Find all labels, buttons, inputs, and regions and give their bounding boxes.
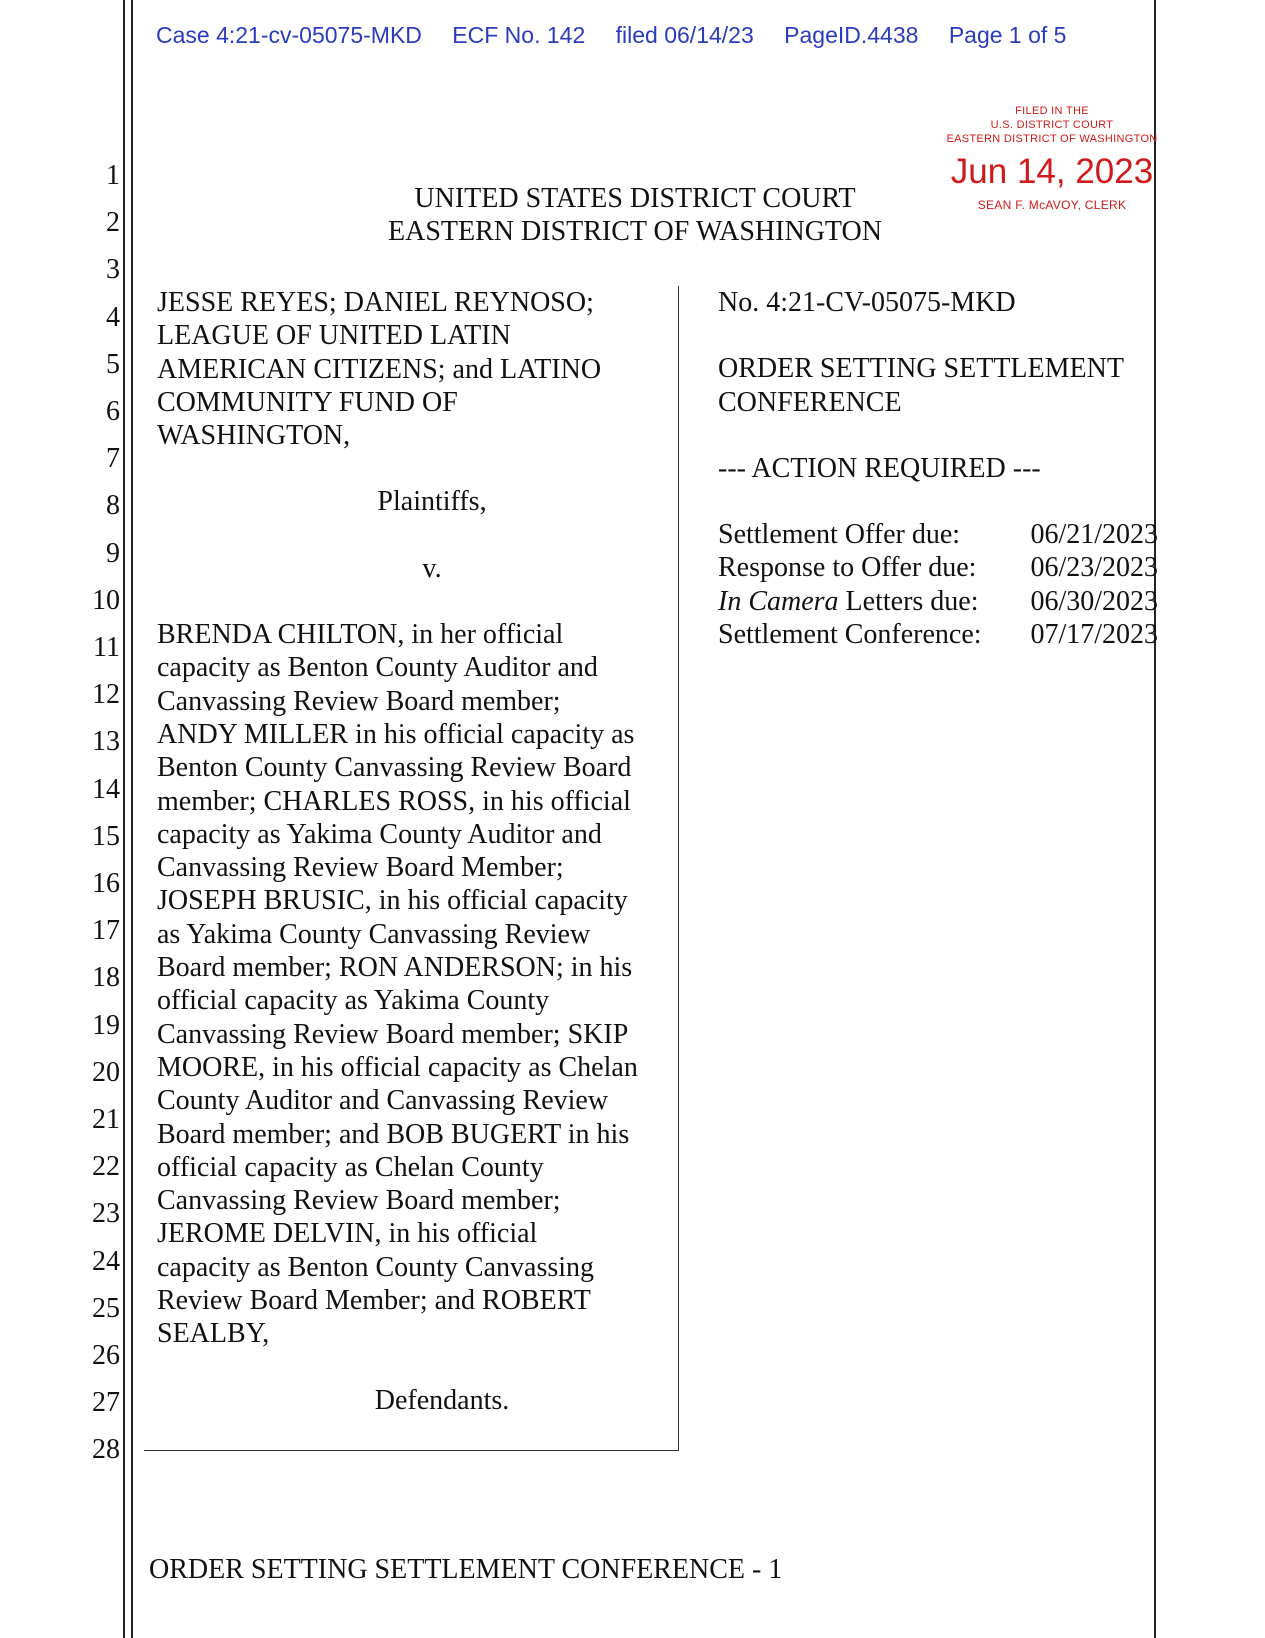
line-number: 22 [92, 1151, 120, 1183]
line-number: 16 [92, 868, 120, 899]
ecf-filed-date: filed 06/14/23 [615, 22, 754, 48]
defendant-line: Canvassing Review Board member; [157, 685, 561, 717]
court-name: UNITED STATES DISTRICT COURT [414, 183, 856, 214]
deadline-label [718, 585, 979, 618]
action-required: --- ACTION REQUIRED --- [718, 452, 1041, 484]
defendant-line: JOSEPH BRUSIC, in his official capacity [157, 885, 628, 917]
defendant-line: JEROME DELVIN, in his official [157, 1218, 538, 1250]
left-margin-rule-inner [131, 0, 133, 1638]
ecf-number: ECF No. 142 [452, 22, 586, 48]
line-number: 26 [92, 1340, 120, 1371]
line-number: 27 [92, 1387, 120, 1419]
deadline-list [718, 518, 1158, 651]
plaintiff-line: COMMUNITY FUND OF [157, 386, 458, 418]
line-number: 24 [92, 1245, 120, 1277]
deadline-date: 06/21/2023 [1030, 519, 1158, 551]
ecf-header [156, 22, 1090, 49]
defendant-line: BRENDA CHILTON, in her official [157, 619, 564, 651]
versus: v. [422, 552, 442, 584]
deadline-label-italic: In Camera [718, 585, 839, 617]
line-number: 14 [92, 773, 120, 805]
stamp-date: Jun 14, 2023 [950, 152, 1154, 191]
line-number: 28 [92, 1434, 120, 1466]
defendant-line: as Yakima County Canvassing Review [157, 918, 591, 950]
deadline-label [718, 518, 960, 551]
line-number: 25 [92, 1292, 120, 1324]
line-number: 3 [106, 254, 120, 286]
line-number: 10 [92, 584, 120, 616]
defendant-line: MOORE, in his official capacity as Chelan [157, 1051, 638, 1083]
defendant-line: official capacity as Chelan County [157, 1151, 544, 1183]
defendant-line: County Auditor and Canvassing Review [157, 1085, 609, 1117]
line-number: 23 [92, 1198, 120, 1230]
deadline-row [718, 585, 1158, 618]
defendant-line: Canvassing Review Board Member; [157, 852, 564, 884]
line-number: 9 [106, 537, 120, 569]
plaintiff-line: JESSE REYES; DANIEL REYNOSO; [157, 287, 594, 318]
order-title-line-2: CONFERENCE [718, 386, 902, 418]
defendant-line: capacity as Benton County Canvassing [157, 1251, 595, 1283]
stamp-line-2: U.S. DISTRICT COURT [990, 119, 1114, 131]
stamp-clerk: SEAN F. McAVOY, CLERK [977, 198, 1127, 212]
deadline-label-text: Settlement Conference: [718, 619, 982, 651]
deadline-label [718, 618, 982, 651]
defendant-line: Canvassing Review Board member; SKIP [157, 1018, 629, 1050]
defendant-line: Board member; and BOB BUGERT in his [157, 1118, 630, 1150]
deadline-date: 06/23/2023 [1030, 552, 1158, 584]
defendant-line: official capacity as Yakima County [157, 985, 550, 1017]
defendant-line: Board member; RON ANDERSON; in his [157, 952, 633, 984]
deadline-date: 07/17/2023 [1030, 619, 1158, 651]
line-number: 20 [92, 1056, 120, 1088]
line-number: 8 [106, 490, 120, 522]
line-number: 13 [92, 726, 120, 758]
line-number: 6 [106, 396, 120, 427]
line-number: 11 [93, 632, 120, 663]
deadline-date: 06/30/2023 [1030, 585, 1158, 617]
plaintiff-line: LEAGUE OF UNITED LATIN [157, 320, 511, 352]
line-number: 5 [106, 348, 120, 380]
deadline-row [718, 618, 1158, 651]
defendants-role: Defendants. [374, 1384, 510, 1416]
left-margin-rule-outer [123, 0, 125, 1638]
deadline-label-text: Response to Offer due: [718, 552, 977, 584]
filed-stamp [926, 104, 1178, 212]
line-number: 12 [92, 679, 120, 711]
ecf-page-id: PageID.4438 [784, 22, 919, 48]
deadline-label-text: Letters due: [838, 585, 979, 617]
line-number: 15 [92, 820, 120, 852]
case-number: No. 4:21-CV-05075-MKD [718, 287, 1016, 318]
court-district: EASTERN DISTRICT OF WASHINGTON [388, 216, 882, 247]
defendant-line: capacity as Yakima County Auditor and [157, 818, 602, 850]
defendant-line: Canvassing Review Board member; [157, 1185, 561, 1217]
page-footer: ORDER SETTING SETTLEMENT CONFERENCE - 1 [149, 1554, 783, 1585]
right-margin-rule [1154, 0, 1156, 1638]
line-number: 4 [106, 301, 120, 333]
plaintiffs-role: Plaintiffs, [377, 486, 487, 518]
caption-parties [157, 286, 677, 1417]
stamp-line-1: FILED IN THE [1015, 105, 1089, 117]
defendant-line: capacity as Benton County Auditor and [157, 652, 598, 684]
line-number: 7 [106, 443, 120, 475]
defendant-line: SEALBY, [157, 1318, 270, 1350]
line-number: 1 [106, 160, 120, 191]
defendants-block [157, 618, 677, 1351]
caption-divider-horizontal [144, 1450, 679, 1451]
plaintiff-line: WASHINGTON, [157, 420, 351, 452]
line-number: 18 [92, 962, 120, 994]
defendant-line: Review Board Member; and ROBERT [157, 1285, 591, 1317]
ecf-page-count: Page 1 of 5 [948, 22, 1067, 48]
deadline-row [718, 518, 1158, 551]
court-heading [360, 182, 910, 248]
deadline-label-text: Settlement Offer due: [718, 519, 961, 551]
line-number: 19 [92, 1009, 120, 1041]
caption-right [718, 286, 1158, 651]
defendant-line: Benton County Canvassing Review Board [157, 752, 632, 784]
order-title-line-1: ORDER SETTING SETTLEMENT [718, 353, 1124, 385]
plaintiff-line: AMERICAN CITIZENS; and LATINO [157, 353, 602, 385]
caption-divider-vertical [678, 286, 679, 1451]
deadline-label [718, 551, 976, 584]
stamp-line-3: EASTERN DISTRICT OF WASHINGTON [946, 133, 1158, 145]
line-number: 17 [92, 915, 120, 947]
plaintiffs-block [157, 286, 677, 452]
line-number: 2 [106, 207, 120, 239]
defendant-line: ANDY MILLER in his official capacity as [157, 718, 635, 750]
line-number: 21 [92, 1104, 120, 1135]
defendant-line: member; CHARLES ROSS, in his official [157, 785, 631, 817]
ecf-case-number: Case 4:21-cv-05075-MKD [156, 22, 422, 48]
deadline-row [718, 551, 1158, 584]
